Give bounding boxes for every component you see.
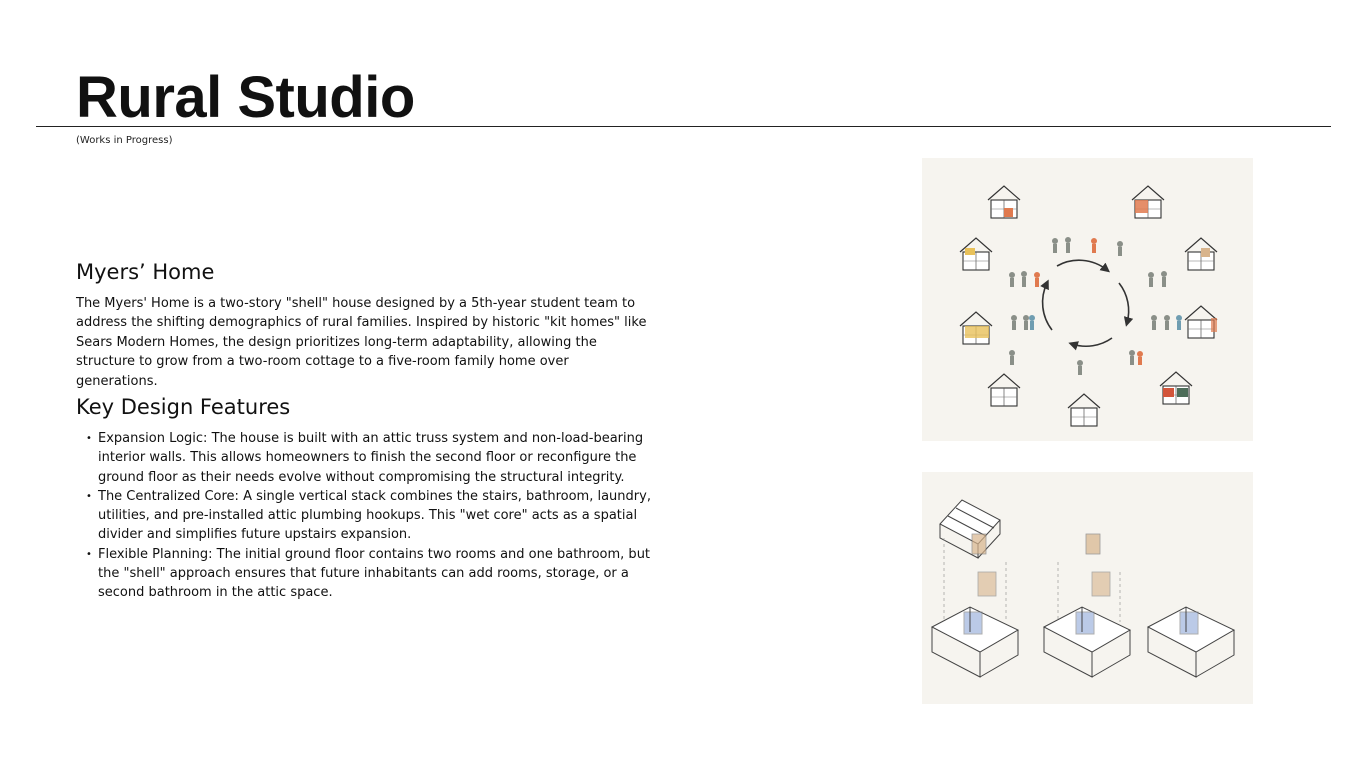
- section-heading-myers: Myers’ Home: [76, 260, 215, 284]
- feature-list: [86, 429, 661, 603]
- myers-description: The Myers' Home is a two-story "shell" house designed by a 5th-year student team to address the shifting demographics of rural families. Inspired by historic "kit homes" like Sears Modern Homes, the design prioritizes long-term adaptability, allowing the structure to grow from a two-room cottage to a five-room family home over generations.: [76, 296, 647, 389]
- page-subtitle: (Works in Progress): [76, 135, 173, 146]
- feature-item-core: • The Centralized Core: A single vertical stack combines the stairs, bathroom, laundry, utilities, and pre-installed attic plumbing hookups. This "wet core" acts as a spatial divider and simplifies future upstairs expansion.: [86, 487, 661, 545]
- section-heading-features: Key Design Features: [76, 395, 291, 419]
- feature-item-expansion: • Expansion Logic: The house is built with an attic truss system and non-load-bearing interior walls. This allows homeowners to finish the second floor or reconfigure the ground floor as their needs evolve without compromising the structural integrity.: [86, 429, 661, 487]
- page-title: Rural Studio: [76, 65, 415, 130]
- house-lifecycle-diagram-icon: [922, 158, 1253, 441]
- title-divider: [36, 126, 1331, 127]
- feature-item-planning: • Flexible Planning: The initial ground floor contains two rooms and one bathroom, but the "shell" approach ensures that future inhabitants can add rooms, storage, or a second bathroom in the attic space.: [86, 545, 661, 603]
- exploded-axonometric-diagram-icon: [922, 472, 1253, 704]
